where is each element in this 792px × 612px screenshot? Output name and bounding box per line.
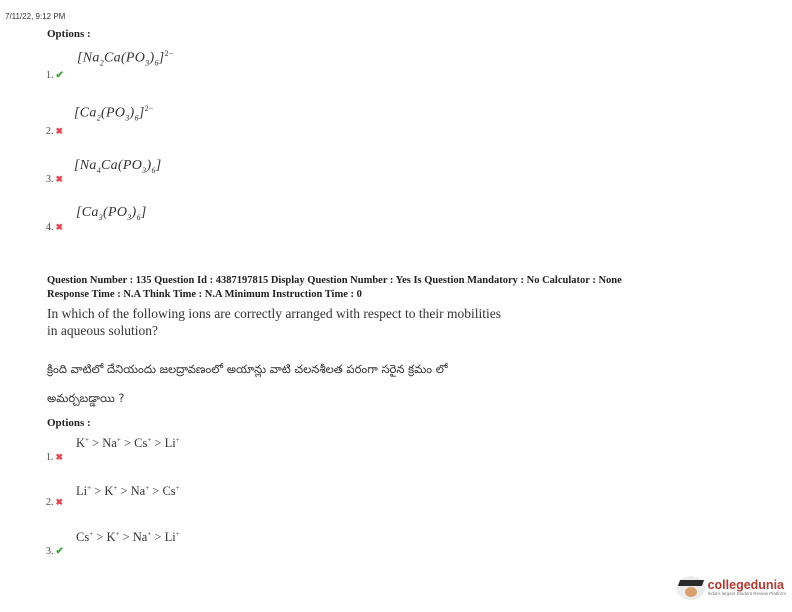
option-4-marker (46, 222, 63, 233)
cross-icon: ✖ (55, 452, 64, 462)
option-3-ion-order: Cs+ > K+ > Na+ > Li+ (76, 530, 180, 545)
option-1-formula: $[Na_2Ca(PO_3)_6]^{2-}$ (77, 49, 174, 68)
question-text-te-line-1: క్రింది వాటిలో దేనియందు జలద్రావణంలో అయాన్లు వాటి చలనశీలత పరంగా సరైన క్రమం లో (47, 362, 448, 376)
q135-option-3-marker (46, 546, 64, 557)
option-4-formula: $[Ca_3(PO_3)_6]$ (76, 205, 147, 222)
option-3-marker (46, 174, 63, 185)
cross-icon: ✖ (55, 497, 64, 507)
option-2-marker (46, 126, 63, 137)
question-text-te-line-2: అమర్చబడ్డాయి ? (47, 391, 125, 405)
q135-option-1-marker (46, 452, 63, 463)
cross-icon: ✖ (55, 126, 64, 136)
question-meta-line-2: Response Time : N.A Think Time : N.A Minimum Instruction Time : 0 (47, 289, 362, 300)
options-heading: Options : (47, 417, 91, 429)
logo-tagline: India's largest Student Review Platform (707, 591, 786, 596)
question-text-en-line-1: In which of the following ions are correctly arranged with respect to their mobilities (47, 306, 501, 321)
logo-brand-text: collegedunia (707, 578, 784, 592)
question-meta-line-1: Question Number : 135 Question Id : 4387197815 Display Question Number : Yes Is Question Mandatory : No Calculator : None (47, 275, 622, 286)
option-1-marker (46, 70, 64, 81)
option-1-ion-order: K+ > Na+ > Cs+ > Li+ (76, 436, 180, 451)
q135-option-2-marker (46, 497, 63, 508)
options-heading: Options : (47, 28, 91, 40)
graduate-mascot-icon (677, 576, 705, 600)
check-icon: ✔ (55, 546, 64, 557)
option-2-formula: $[Ca_2(PO_3)_6]^{2-}$ (74, 104, 154, 123)
option-number: 1. (46, 452, 54, 463)
cross-icon: ✖ (55, 222, 64, 232)
option-number: 3. (46, 546, 54, 557)
option-number: 2. (46, 126, 54, 137)
option-number: 1. (46, 70, 54, 81)
question-text-en-line-2: in aqueous solution? (47, 323, 158, 338)
collegedunia-logo (677, 576, 786, 600)
option-number: 3. (46, 174, 54, 185)
option-2-ion-order: Li+ > K+ > Na+ > Cs+ (76, 484, 180, 499)
option-3-formula: $[Na_4Ca(PO_3)_6]$ (74, 158, 162, 175)
check-icon: ✔ (55, 70, 64, 81)
option-number: 4. (46, 222, 54, 233)
cross-icon: ✖ (55, 174, 64, 184)
option-number: 2. (46, 497, 54, 508)
print-timestamp: 7/11/22, 9:12 PM (5, 12, 66, 21)
